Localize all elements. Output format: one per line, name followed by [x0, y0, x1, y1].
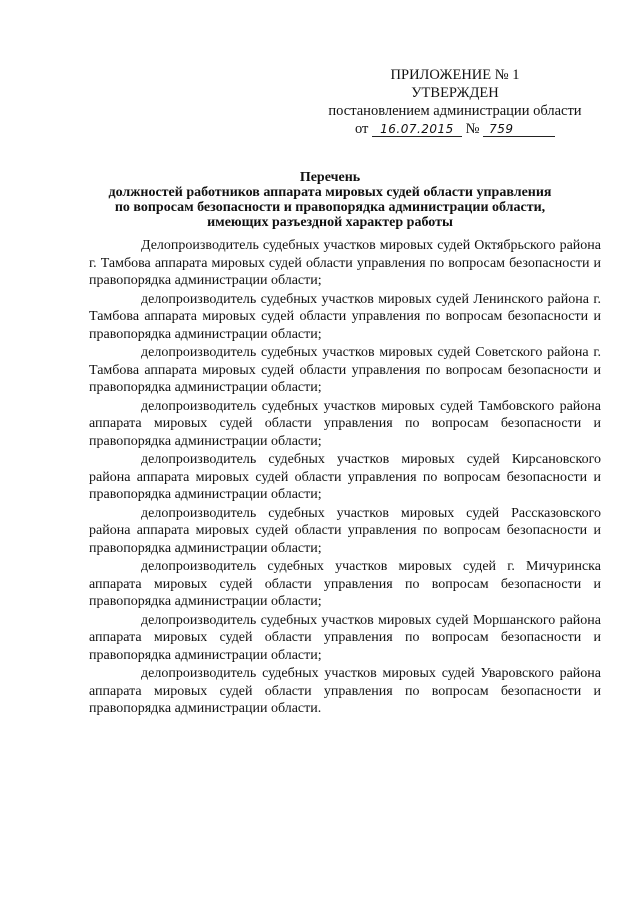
list-item: делопроизводитель судебных участков мировых судей Рассказовского района аппарата мировых судей области управления по вопросам безопасности и правопорядка администрации области; — [89, 505, 601, 556]
list-item: делопроизводитель судебных участков мировых судей Тамбовского района аппарата мировых судей области управления по вопросам безопасности и правопорядка администрации области; — [89, 398, 601, 449]
title-line-3: по вопросам безопасности и правопорядка администрации области, — [114, 200, 546, 215]
approval-header — [315, 66, 595, 138]
list-item: делопроизводитель судебных участков мировых судей Уваровского района аппарата мировых судей области управления по вопросам безопасности и правопорядка администрации области. — [89, 666, 601, 716]
title-line-4: имеющих разъездной характер работы — [207, 215, 453, 230]
date-prefix: от — [354, 121, 369, 137]
title-line-1: Перечень — [299, 170, 361, 185]
list-item: делопроизводитель судебных участков мировых судей г. Мичуринска аппарата мировых судей области управления по вопросам безопасности и правопорядка администрации области; — [89, 559, 601, 609]
list-item: делопроизводитель судебных участков мировых судей Моршанского района аппарата мировых судей области управления по вопросам безопасности и правопорядка администрации области; — [89, 612, 601, 663]
number-prefix: № — [465, 121, 480, 137]
list-item: делопроизводитель судебных участков мировых судей Ленинского района г. Тамбова аппарата мировых судей области управления по вопросам безопасности и правопорядка администрации области; — [89, 291, 601, 342]
list-item: делопроизводитель судебных участков мировых судей Кирсановского района аппарата мировых судей области управления по вопросам безопасности и правопорядка администрации области; — [89, 452, 601, 502]
resolution-label: постановлением администрации области — [328, 103, 582, 119]
list-item: Делопроизводитель судебных участков мировых судей Октябрьского района г. Тамбова аппарата мировых судей области управления по вопросам безопасности и правопорядка администрации области; — [89, 238, 601, 288]
title-line-2: должностей работников аппарата мировых судей области управления — [108, 185, 552, 200]
document-title — [60, 170, 600, 230]
appendix-label: ПРИЛОЖЕНИЕ № 1 — [390, 67, 520, 83]
list-item: делопроизводитель судебных участков мировых судей Советского района г. Тамбова аппарата мировых судей области управления по вопросам безопасности и правопорядка администрации области; — [89, 345, 601, 395]
approved-label: УТВЕРЖДЕН — [411, 85, 499, 101]
date-number-line — [315, 120, 595, 138]
positions-list — [89, 237, 601, 719]
handwritten-number: 759 — [483, 122, 555, 137]
handwritten-date: 16.07.2015 — [372, 122, 462, 137]
